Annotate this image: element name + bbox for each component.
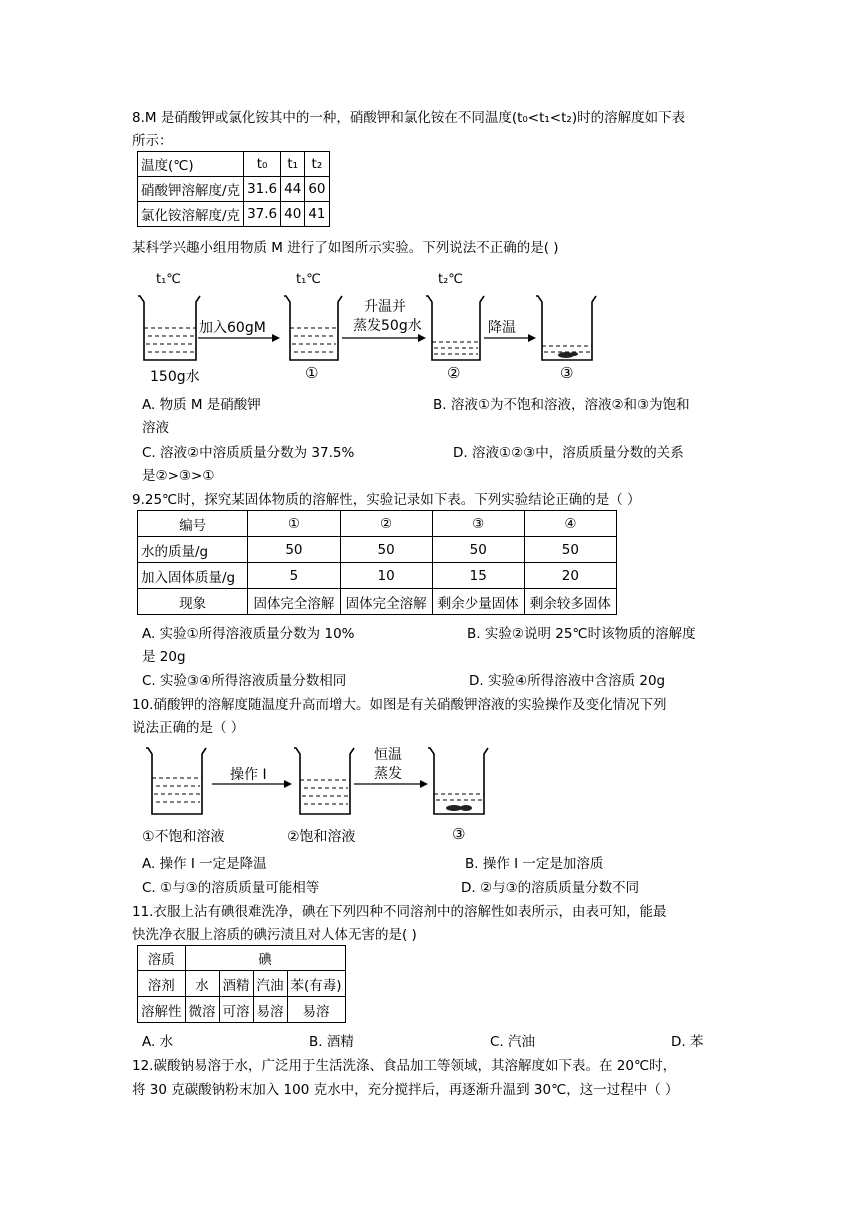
q11-table-cell: 水 — [185, 971, 219, 997]
q8-table-cell: 31.6 — [244, 177, 281, 202]
q10-option-a[interactable]: A. 操作 I 一定是降温 — [142, 856, 267, 872]
q8-beaker-label: ① — [305, 364, 319, 382]
q8-table-header-cell: t₁ — [281, 152, 305, 177]
q8-option-a[interactable]: A. 物质 M 是硝酸钾 — [142, 397, 261, 413]
beaker-icon — [146, 748, 206, 814]
q9-table-cell: 10 — [340, 563, 432, 589]
q8-option-b-cont: 溶液 — [142, 420, 169, 436]
q8-table-cell: 37.6 — [244, 202, 281, 227]
q10-step-label: 操作 I — [230, 767, 267, 783]
q9-table-cell: 固体完全溶解 — [248, 589, 340, 615]
q8-table-header-cell: t₂ — [305, 152, 329, 177]
beaker-icon — [284, 296, 342, 360]
q8-temp-label: t₁℃ — [296, 272, 321, 287]
q9-table-cell: 5 — [248, 563, 340, 589]
q9-table-cell: 剩余较多固体 — [524, 589, 616, 615]
q9-option-b-cont: 是 20g — [142, 649, 186, 665]
q8-table-cell: 硝酸钾溶解度/克 — [138, 177, 244, 202]
q9-table-header-cell: ④ — [524, 511, 616, 537]
q9-table-cell: 现象 — [138, 589, 248, 615]
q10-beaker-label: ②饱和溶液 — [287, 829, 356, 845]
q11-table-cell: 酒精 — [219, 971, 253, 997]
q12-stem-line1: 12.碳酸钠易溶于水，广泛用于生活洗涤、食品加工等领域，其溶解度如下表。在 20℃时， — [132, 1058, 677, 1074]
q10-option-c[interactable]: C. ①与③的溶质质量可能相等 — [142, 880, 320, 896]
q11-table-cell: 微溶 — [185, 997, 219, 1023]
q9-option-d[interactable]: D. 实验④所得溶液中含溶质 20g — [469, 673, 666, 689]
q8-table-cell: 40 — [281, 202, 305, 227]
q11-table-cell: 溶剂 — [138, 971, 186, 997]
q8-table-header-cell: t₀ — [244, 152, 281, 177]
q8-table-cell: 60 — [305, 177, 329, 202]
q11-table-cell: 溶质 — [138, 946, 186, 971]
q11-table-cell: 易溶 — [253, 997, 287, 1023]
arrow-right-icon — [342, 334, 426, 342]
q11-solubility-table — [137, 945, 346, 1023]
q8-stem-line3: 某科学兴趣小组用物质 M 进行了如图所示实验。下列说法不正确的是( ) — [132, 240, 559, 256]
q9-option-a[interactable]: A. 实验①所得溶液质量分数为 10% — [142, 626, 355, 642]
q8-option-d[interactable]: D. 溶液①②③中，溶质质量分数的关系 — [453, 445, 684, 461]
q8-temp-label: t₁℃ — [156, 272, 181, 287]
q9-table-cell: 15 — [432, 563, 524, 589]
q8-stem-line2: 所示： — [132, 133, 173, 149]
q10-step-label: 蒸发 — [374, 766, 402, 782]
q11-option-c[interactable]: C. 汽油 — [490, 1034, 536, 1050]
q8-beaker-label: ② — [447, 364, 461, 382]
q8-table-header-cell: 温度(℃) — [138, 152, 244, 177]
q9-table-cell: 剩余少量固体 — [432, 589, 524, 615]
q10-beaker-label: ③ — [452, 825, 466, 843]
q9-table-header-cell: ① — [248, 511, 340, 537]
q10-stem-line1: 10.硝酸钾的溶解度随温度升高而增大。如图是有关硝酸钾溶液的实验操作及变化情况下列 — [132, 697, 667, 713]
beaker-icon — [428, 748, 488, 814]
beaker-icon — [536, 296, 596, 360]
q8-beaker-label: ③ — [560, 364, 574, 382]
q8-temp-label: t₂℃ — [438, 272, 463, 287]
q9-table-cell: 50 — [524, 537, 616, 563]
q11-table-cell: 可溶 — [219, 997, 253, 1023]
q11-stem-line1: 11.衣服上沾有碘很难洗净，碘在下列四种不同溶剂中的溶解性如表所示，由表可知，能最 — [132, 904, 667, 920]
beaker-icon — [138, 296, 200, 360]
q8-table-cell: 41 — [305, 202, 329, 227]
q11-option-d[interactable]: D. 苯 — [671, 1034, 704, 1050]
q8-step-label: 加入60gM — [199, 320, 266, 336]
q9-table-header-cell: ③ — [432, 511, 524, 537]
q9-option-b[interactable]: B. 实验②说明 25℃时该物质的溶解度 — [467, 626, 696, 642]
q8-stem-line1: 8.M 是硝酸钾或氯化铵其中的一种，硝酸钾和氯化铵在不同温度(t₀<t₁<t₂)时的溶解度如下表 — [132, 110, 686, 126]
q8-step-label: 升温并 — [364, 299, 406, 315]
q8-table-cell: 44 — [281, 177, 305, 202]
q10-stem-line2: 说法正确的是（ ） — [132, 720, 245, 736]
q8-step-label: 降温 — [488, 320, 516, 336]
q9-table-cell: 水的质量/g — [138, 537, 248, 563]
q9-table-cell: 50 — [248, 537, 340, 563]
q10-option-d[interactable]: D. ②与③的溶质质量分数不同 — [461, 880, 640, 896]
q9-experiment-table — [137, 510, 617, 615]
q9-table-header-cell: ② — [340, 511, 432, 537]
q9-option-c[interactable]: C. 实验③④所得溶液质量分数相同 — [142, 673, 347, 689]
q10-beaker-label: ①不饱和溶液 — [142, 829, 225, 845]
q8-solubility-table — [137, 151, 330, 227]
q11-table-cell: 易溶 — [287, 997, 345, 1023]
q11-option-b[interactable]: B. 酒精 — [309, 1034, 354, 1050]
q12-stem-line2: 将 30 克碳酸钠粉末加入 100 克水中，充分搅拌后，再逐渐升温到 30℃，这一过程中（ ） — [132, 1082, 679, 1098]
q11-table-cell: 汽油 — [253, 971, 287, 997]
q9-table-cell: 加入固体质量/g — [138, 563, 248, 589]
q11-table-cell: 溶解性 — [138, 997, 186, 1023]
q8-step-label: 蒸发50g水 — [353, 318, 422, 334]
q11-stem-line2: 快洗净衣服上溶质的碘污渍且对人体无害的是( ) — [132, 927, 417, 943]
q9-table-cell: 固体完全溶解 — [340, 589, 432, 615]
q9-table-cell: 20 — [524, 563, 616, 589]
q8-water-label: 150g水 — [150, 369, 200, 385]
q8-option-c[interactable]: C. 溶液②中溶质质量分数为 37.5% — [142, 445, 355, 461]
q10-step-label: 恒温 — [374, 747, 402, 763]
q8-option-d-cont: 是②>③>① — [142, 468, 215, 484]
beaker-icon — [426, 296, 484, 360]
q9-table-cell: 50 — [340, 537, 432, 563]
q8-table-cell: 氯化铵溶解度/克 — [138, 202, 244, 227]
q11-option-a[interactable]: A. 水 — [142, 1034, 174, 1050]
q9-stem: 9.25℃时，探究某固体物质的溶解性，实验记录如下表。下列实验结论正确的是（ ） — [132, 492, 641, 508]
q10-option-b[interactable]: B. 操作 I 一定是加溶质 — [465, 856, 604, 872]
q11-table-cell: 苯(有毒) — [287, 971, 345, 997]
beaker-icon — [294, 748, 354, 814]
q8-option-b[interactable]: B. 溶液①为不饱和溶液，溶液②和③为饱和 — [433, 397, 690, 413]
q9-table-cell: 50 — [432, 537, 524, 563]
q9-table-header-cell: 编号 — [138, 511, 248, 537]
q11-table-cell: 碘 — [185, 946, 345, 971]
